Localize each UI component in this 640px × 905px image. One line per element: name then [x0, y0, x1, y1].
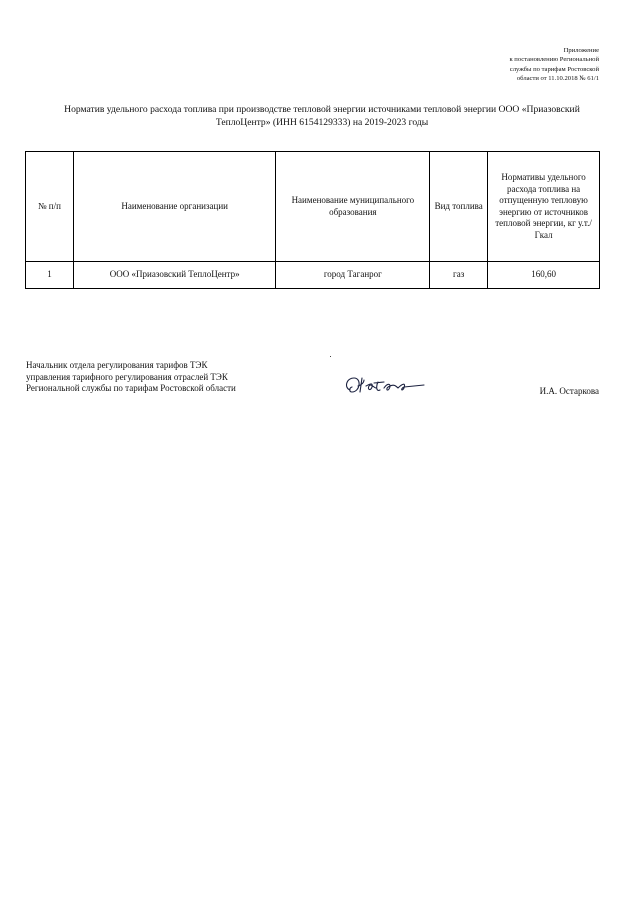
signer-position: [26, 360, 236, 395]
scan-speck: [330, 356, 331, 357]
header-org: Наименование организации: [73, 152, 276, 262]
cell-norm: 160,60: [488, 262, 600, 289]
table-row: [26, 262, 600, 289]
title-line-1: Норматив удельного расхода топлива при производстве тепловой энергии источниками тепловой энергии ООО «Приазовский: [64, 104, 580, 115]
appendix-line: службы по тарифам Ростовской: [509, 65, 599, 73]
header-norm: Нормативы удельного расхода топлива на отпущенную тепловую энергию от источников тепловой энергии, кг у.т./Гкал: [488, 152, 600, 262]
position-line: Начальник отдела регулирования тарифов ТЭК: [26, 360, 208, 370]
header-fuel: Вид топлива: [430, 152, 488, 262]
title-line-2: ТеплоЦентр» (ИНН 6154129333) на 2019-2023 годы: [215, 116, 429, 128]
position-line: управления тарифного регулирования отраслей ТЭК: [26, 371, 228, 382]
appendix-line: к постановлению Региональной: [509, 56, 599, 64]
table-header-row: [26, 152, 600, 262]
document-title: [22, 104, 622, 129]
cell-num: 1: [26, 262, 74, 289]
norms-table: [25, 151, 600, 289]
cell-fuel: газ: [430, 262, 488, 289]
header-municipality: Наименование муниципального образования: [276, 152, 430, 262]
cell-org: ООО «Приазовский ТеплоЦентр»: [73, 262, 276, 289]
appendix-line: Приложение: [563, 47, 599, 54]
cell-municipality: город Таганрог: [276, 262, 430, 289]
appendix-note: [399, 46, 599, 83]
signer-name: И.А. Остаркова: [539, 386, 599, 396]
position-line: Региональной службы по тарифам Ростовской области: [26, 383, 236, 394]
header-num: № п/п: [26, 152, 74, 262]
handwritten-signature: [340, 372, 430, 402]
appendix-line: области от 11.10.2018 № 61/1: [516, 74, 599, 82]
